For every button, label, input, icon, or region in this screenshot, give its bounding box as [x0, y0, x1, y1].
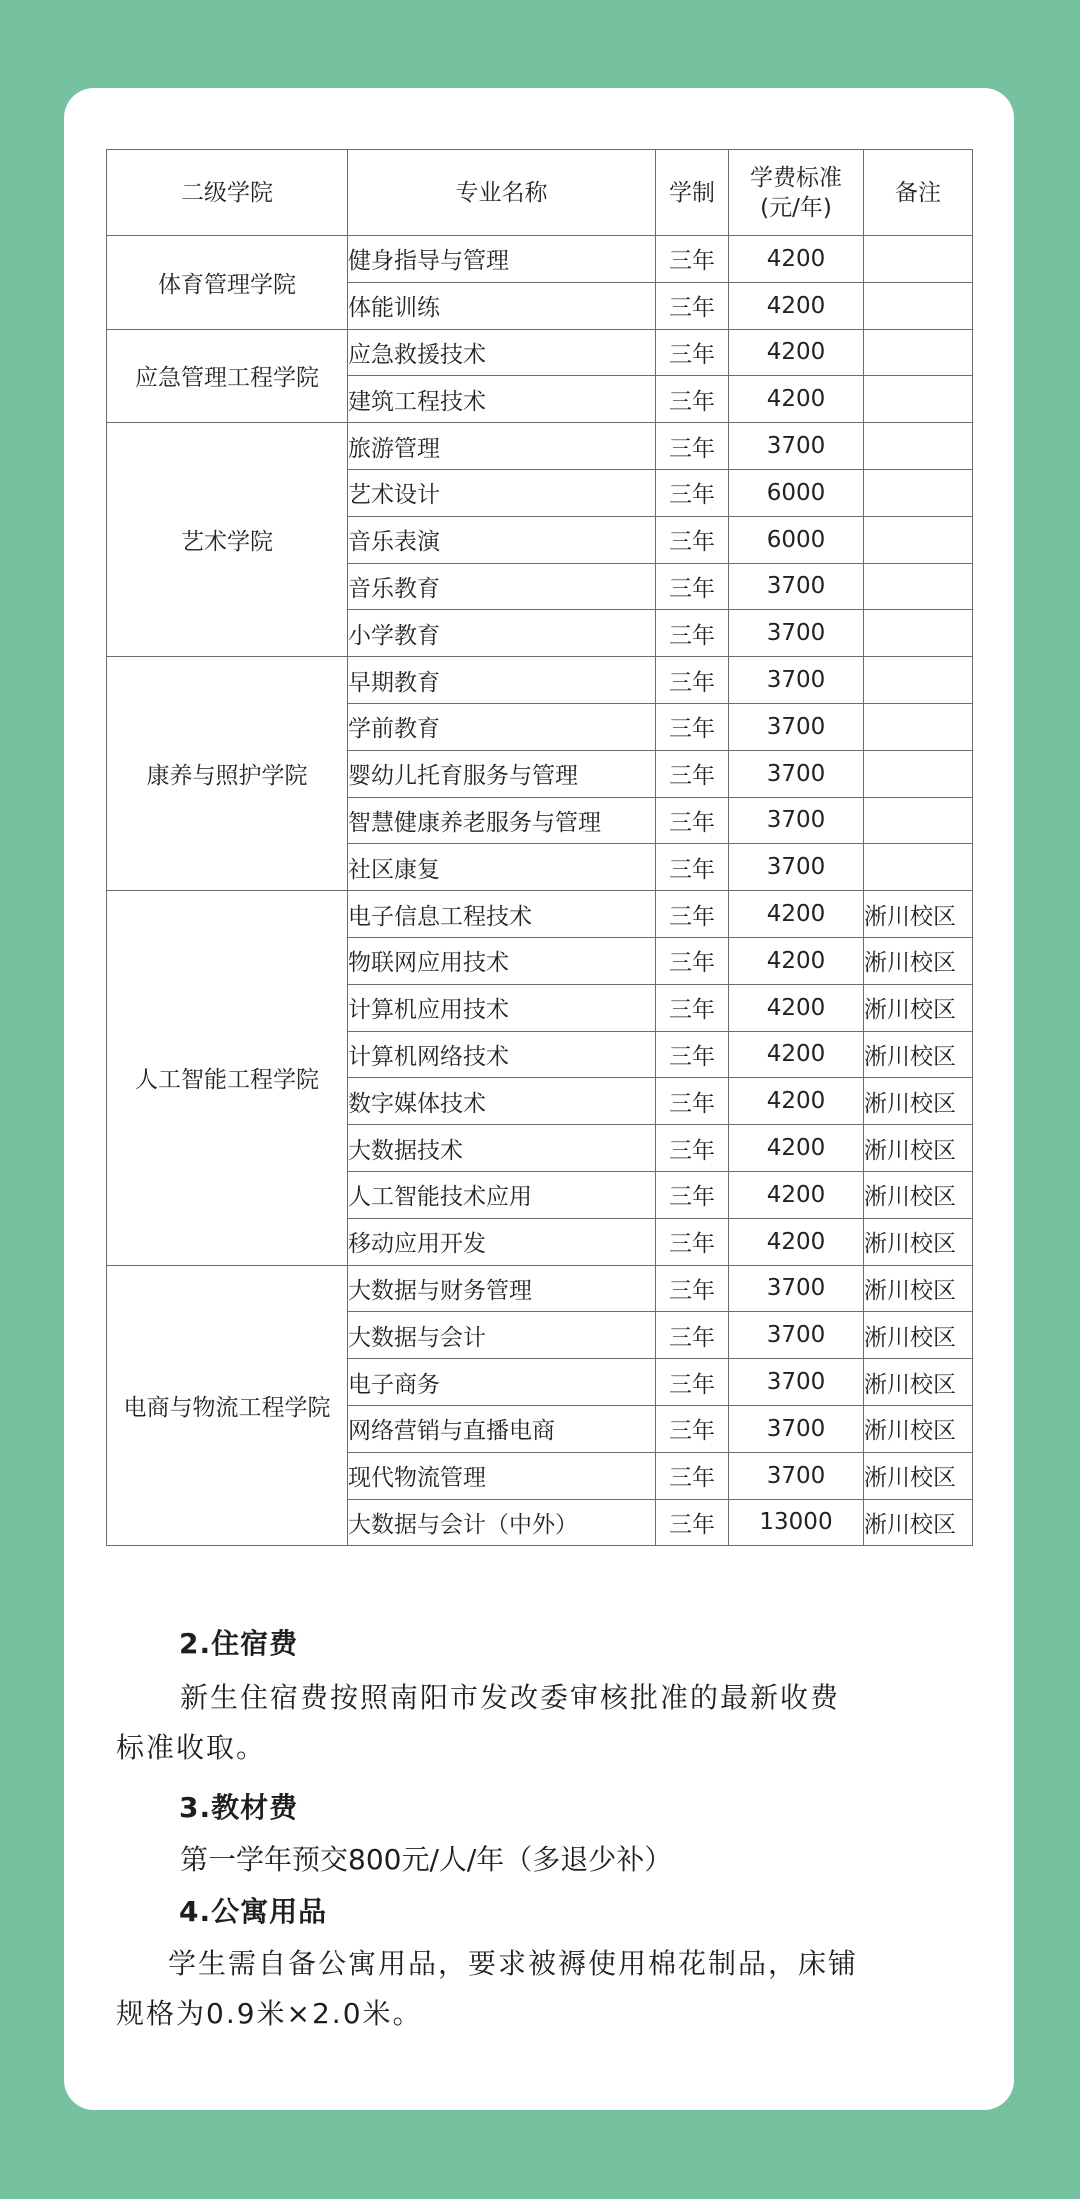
- fee-cell: 4200: [729, 329, 864, 376]
- fee-cell: 6000: [729, 516, 864, 563]
- fee-cell: 4200: [729, 891, 864, 938]
- fee-cell: 4200: [729, 984, 864, 1031]
- major-cell: 计算机应用技术: [348, 984, 656, 1031]
- note-cell: 淅川校区: [864, 937, 973, 984]
- table-row: [107, 1265, 973, 1312]
- note-cell: [864, 703, 973, 750]
- college-cell: 人工智能工程学院: [107, 891, 348, 1265]
- major-cell: 电子商务: [348, 1359, 656, 1406]
- major-cell: 人工智能技术应用: [348, 1171, 656, 1218]
- college-cell: 体育管理学院: [107, 236, 348, 330]
- note-cell: [864, 282, 973, 329]
- major-cell: 大数据与财务管理: [348, 1265, 656, 1312]
- fee-cell: 3700: [729, 610, 864, 657]
- fee-cell: 4200: [729, 1171, 864, 1218]
- header-college: 二级学院: [107, 150, 348, 236]
- note-cell: [864, 376, 973, 423]
- college-cell: 艺术学院: [107, 423, 348, 657]
- duration-cell: 三年: [656, 1031, 729, 1078]
- fee-cell: 4200: [729, 1078, 864, 1125]
- note-cell: [864, 657, 973, 704]
- duration-cell: 三年: [656, 891, 729, 938]
- major-cell: 旅游管理: [348, 423, 656, 470]
- duration-cell: 三年: [656, 937, 729, 984]
- major-cell: 小学教育: [348, 610, 656, 657]
- duration-cell: 三年: [656, 469, 729, 516]
- housing-text-line2: 标准收取。: [116, 1731, 267, 1764]
- duration-cell: 三年: [656, 610, 729, 657]
- note-cell: 淅川校区: [864, 1359, 973, 1406]
- table-row: [107, 329, 973, 376]
- note-cell: [864, 563, 973, 610]
- header-duration: 学制: [656, 150, 729, 236]
- note-cell: [864, 610, 973, 657]
- header-major: 专业名称: [348, 150, 656, 236]
- fee-cell: 3700: [729, 844, 864, 891]
- duration-cell: 三年: [656, 329, 729, 376]
- note-cell: 淅川校区: [864, 1452, 973, 1499]
- supplies-title: 4.公寓用品: [179, 1895, 328, 1928]
- fee-cell: 3700: [729, 1405, 864, 1452]
- note-cell: [864, 797, 973, 844]
- housing-text-line1: 新生住宿费按照南阳市发改委审核批准的最新收费: [180, 1681, 841, 1714]
- college-cell: 电商与物流工程学院: [107, 1265, 348, 1546]
- note-cell: 淅川校区: [864, 891, 973, 938]
- major-cell: 健身指导与管理: [348, 236, 656, 283]
- duration-cell: 三年: [656, 1499, 729, 1546]
- header-fee: [729, 150, 864, 236]
- fee-cell: 3700: [729, 423, 864, 470]
- duration-cell: 三年: [656, 1265, 729, 1312]
- major-cell: 网络营销与直播电商: [348, 1405, 656, 1452]
- note-cell: [864, 469, 973, 516]
- fee-cell: 13000: [729, 1499, 864, 1546]
- duration-cell: 三年: [656, 1125, 729, 1172]
- header-note: 备注: [864, 150, 973, 236]
- note-cell: 淅川校区: [864, 1078, 973, 1125]
- note-cell: [864, 750, 973, 797]
- note-cell: 淅川校区: [864, 984, 973, 1031]
- major-cell: 音乐表演: [348, 516, 656, 563]
- duration-cell: 三年: [656, 1452, 729, 1499]
- note-cell: 淅川校区: [864, 1405, 973, 1452]
- fee-cell: 3700: [729, 1265, 864, 1312]
- duration-cell: 三年: [656, 844, 729, 891]
- duration-cell: 三年: [656, 282, 729, 329]
- major-cell: 婴幼儿托育服务与管理: [348, 750, 656, 797]
- tuition-table: [106, 149, 973, 1546]
- fee-cell: 4200: [729, 376, 864, 423]
- major-cell: 数字媒体技术: [348, 1078, 656, 1125]
- fee-cell: 3700: [729, 563, 864, 610]
- college-cell: 应急管理工程学院: [107, 329, 348, 423]
- major-cell: 大数据与会计（中外）: [348, 1499, 656, 1546]
- major-cell: 移动应用开发: [348, 1218, 656, 1265]
- fee-cell: 4200: [729, 1125, 864, 1172]
- duration-cell: 三年: [656, 516, 729, 563]
- note-cell: [864, 516, 973, 563]
- duration-cell: 三年: [656, 563, 729, 610]
- fee-cell: 3700: [729, 657, 864, 704]
- note-cell: [864, 844, 973, 891]
- major-cell: 应急救援技术: [348, 329, 656, 376]
- college-cell: 康养与照护学院: [107, 657, 348, 891]
- duration-cell: 三年: [656, 1405, 729, 1452]
- note-cell: 淅川校区: [864, 1031, 973, 1078]
- textbook-title: 3.教材费: [179, 1791, 299, 1824]
- fee-cell: 3700: [729, 1452, 864, 1499]
- header-fee-line2: (元/年): [760, 194, 832, 221]
- note-cell: [864, 423, 973, 470]
- fee-cell: 3700: [729, 703, 864, 750]
- major-cell: 体能训练: [348, 282, 656, 329]
- duration-cell: 三年: [656, 984, 729, 1031]
- duration-cell: 三年: [656, 236, 729, 283]
- major-cell: 建筑工程技术: [348, 376, 656, 423]
- table-row: [107, 657, 973, 704]
- major-cell: 大数据技术: [348, 1125, 656, 1172]
- textbook-text: 第一学年预交800元/人/年（多退少补）: [180, 1843, 673, 1876]
- content-card: [64, 88, 1014, 2110]
- major-cell: 音乐教育: [348, 563, 656, 610]
- duration-cell: 三年: [656, 376, 729, 423]
- duration-cell: 三年: [656, 750, 729, 797]
- major-cell: 物联网应用技术: [348, 937, 656, 984]
- major-cell: 电子信息工程技术: [348, 891, 656, 938]
- note-cell: 淅川校区: [864, 1218, 973, 1265]
- table-row: [107, 891, 973, 938]
- fee-cell: 6000: [729, 469, 864, 516]
- supplies-text-line1: 学生需自备公寓用品，要求被褥使用棉花制品，床铺: [168, 1947, 859, 1980]
- duration-cell: 三年: [656, 1359, 729, 1406]
- major-cell: 现代物流管理: [348, 1452, 656, 1499]
- duration-cell: 三年: [656, 423, 729, 470]
- major-cell: 艺术设计: [348, 469, 656, 516]
- housing-title: 2.住宿费: [179, 1627, 299, 1660]
- fee-cell: 3700: [729, 797, 864, 844]
- fee-cell: 3700: [729, 1359, 864, 1406]
- fee-cell: 3700: [729, 750, 864, 797]
- fee-cell: 4200: [729, 1218, 864, 1265]
- table-row: [107, 423, 973, 470]
- table-header-row: [107, 150, 973, 236]
- note-cell: 淅川校区: [864, 1125, 973, 1172]
- table-row: [107, 236, 973, 283]
- major-cell: 社区康复: [348, 844, 656, 891]
- duration-cell: 三年: [656, 703, 729, 750]
- duration-cell: 三年: [656, 1171, 729, 1218]
- duration-cell: 三年: [656, 1218, 729, 1265]
- header-fee-line1: 学费标准: [750, 164, 842, 191]
- note-cell: 淅川校区: [864, 1171, 973, 1218]
- major-cell: 学前教育: [348, 703, 656, 750]
- note-cell: 淅川校区: [864, 1312, 973, 1359]
- fee-cell: 3700: [729, 1312, 864, 1359]
- fee-cell: 4200: [729, 1031, 864, 1078]
- major-cell: 早期教育: [348, 657, 656, 704]
- fee-cell: 4200: [729, 937, 864, 984]
- duration-cell: 三年: [656, 1312, 729, 1359]
- fee-cell: 4200: [729, 282, 864, 329]
- duration-cell: 三年: [656, 657, 729, 704]
- note-cell: [864, 329, 973, 376]
- major-cell: 智慧健康养老服务与管理: [348, 797, 656, 844]
- note-cell: 淅川校区: [864, 1499, 973, 1546]
- duration-cell: 三年: [656, 797, 729, 844]
- duration-cell: 三年: [656, 1078, 729, 1125]
- note-cell: 淅川校区: [864, 1265, 973, 1312]
- supplies-text-line2: 规格为0.9米×2.0米。: [116, 1997, 423, 2030]
- fee-cell: 4200: [729, 236, 864, 283]
- note-cell: [864, 236, 973, 283]
- major-cell: 计算机网络技术: [348, 1031, 656, 1078]
- major-cell: 大数据与会计: [348, 1312, 656, 1359]
